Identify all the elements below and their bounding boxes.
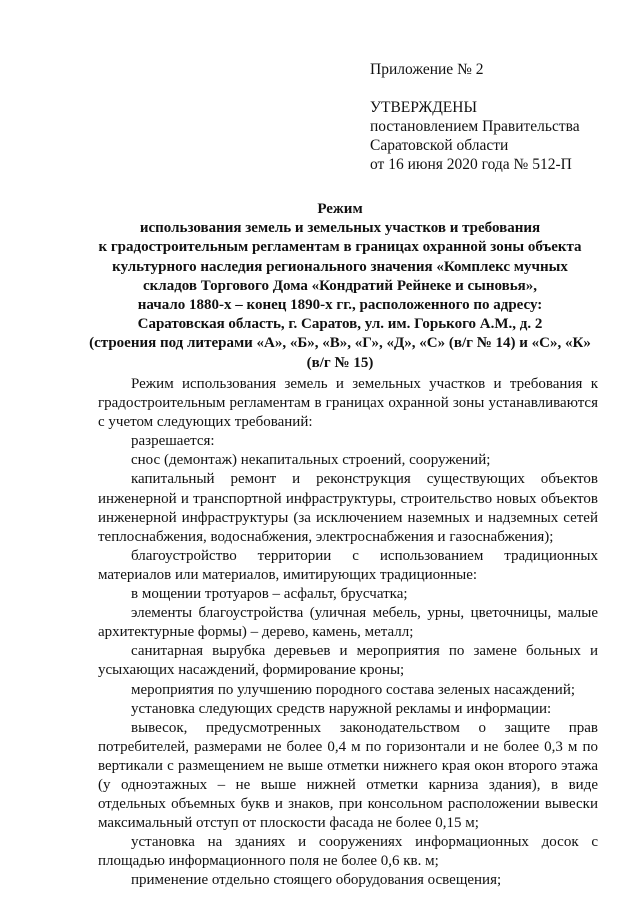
paragraph-13: применение отдельно стоящего оборудования освещения; bbox=[131, 872, 502, 889]
paragraph-5: благоустройство территории с использованием традиционных материалов или материалов, имитирующих традиционные: bbox=[98, 547, 598, 583]
title-line-4: культурного наследия регионального значения «Комплекс мучных bbox=[112, 258, 568, 275]
appendix-header bbox=[370, 60, 580, 174]
appendix-number: Приложение № 2 bbox=[370, 61, 484, 78]
title-line-7: Саратовская область, г. Саратов, ул. им. Горького А.М., д. 2 bbox=[137, 316, 543, 333]
title-line-2: использования земель и земельных участков и требования bbox=[139, 220, 541, 237]
title-line-6: начало 1880-х – конец 1890-х гг., расположенного по адресу: bbox=[137, 297, 543, 314]
paragraph-12: установка на зданиях и сооружениях информационных досок с площадью информационного поля не более 0,6 кв. м; bbox=[98, 834, 598, 870]
approval-line-3: от 16 июня 2020 года № 512-П bbox=[370, 156, 572, 173]
approval-line-1: постановлением Правительства bbox=[370, 118, 580, 135]
paragraph-10: установка следующих средств наружной рекламы и информации: bbox=[131, 700, 552, 717]
paragraph-4: капитальный ремонт и реконструкция существующих объектов инженерной и транспортной инфраструктуры, строительство новых объектов инженерной инфраструктуры (за исключением наземных и надземных сетей теплоснабжения, водоснабжения, электроснабжения и газоснабжения); bbox=[98, 471, 598, 545]
approval-line-2: Саратовской области bbox=[370, 137, 509, 154]
title-line-3: к градостроительным регламентам в границах охранной зоны объекта bbox=[98, 239, 582, 256]
title-line-5: складов Торгового Дома «Кондратий Рейнеке и сыновья», bbox=[143, 277, 537, 294]
paragraph-7: элементы благоустройства (уличная мебель, урны, цветочницы, малые архитектурные формы) – дерево, камень, металл; bbox=[98, 605, 598, 641]
document-title bbox=[80, 200, 600, 373]
paragraph-8: санитарная вырубка деревьев и мероприятия по замене больных и усыхающих насаждений, формирование кроны; bbox=[98, 643, 598, 679]
paragraph-1: Режим использования земель и земельных участков и требования к градостроительным регламентам в границах охранной зоны устанавливаются с учетом следующих требований: bbox=[98, 376, 598, 431]
paragraph-9: мероприятия по улучшению породного состава зеленых насаждений; bbox=[131, 681, 576, 698]
title-line-1: Режим bbox=[317, 201, 363, 217]
paragraph-2: разрешается: bbox=[131, 433, 215, 450]
paragraph-11: вывесок, предусмотренных законодательством о защите прав потребителей, размерами не более 0,4 м по горизонтали и не более 0,3 м по вертикали с размещением не выше отметки нижнего края окон второго этажа (у одноэтажных – не выше нижней отметки карниза здания), в виде отдельных объемных букв и знаков, при консольном расположении вывески максимальный отступ от плоскости фасада не более 0,15 м; bbox=[98, 719, 598, 832]
document-body bbox=[98, 375, 598, 891]
paragraph-3: снос (демонтаж) некапитальных строений, сооружений; bbox=[131, 452, 491, 469]
paragraph-6: в мощении тротуаров – асфальт, брусчатка; bbox=[131, 586, 408, 603]
title-line-9: (в/г № 15) bbox=[306, 354, 374, 371]
title-line-8: (строения под литерами «А», «Б», «В», «Г», «Д», «С» (в/г № 14) и «С», «К» bbox=[89, 335, 591, 352]
approved-label: УТВЕРЖДЕНЫ bbox=[370, 99, 477, 116]
